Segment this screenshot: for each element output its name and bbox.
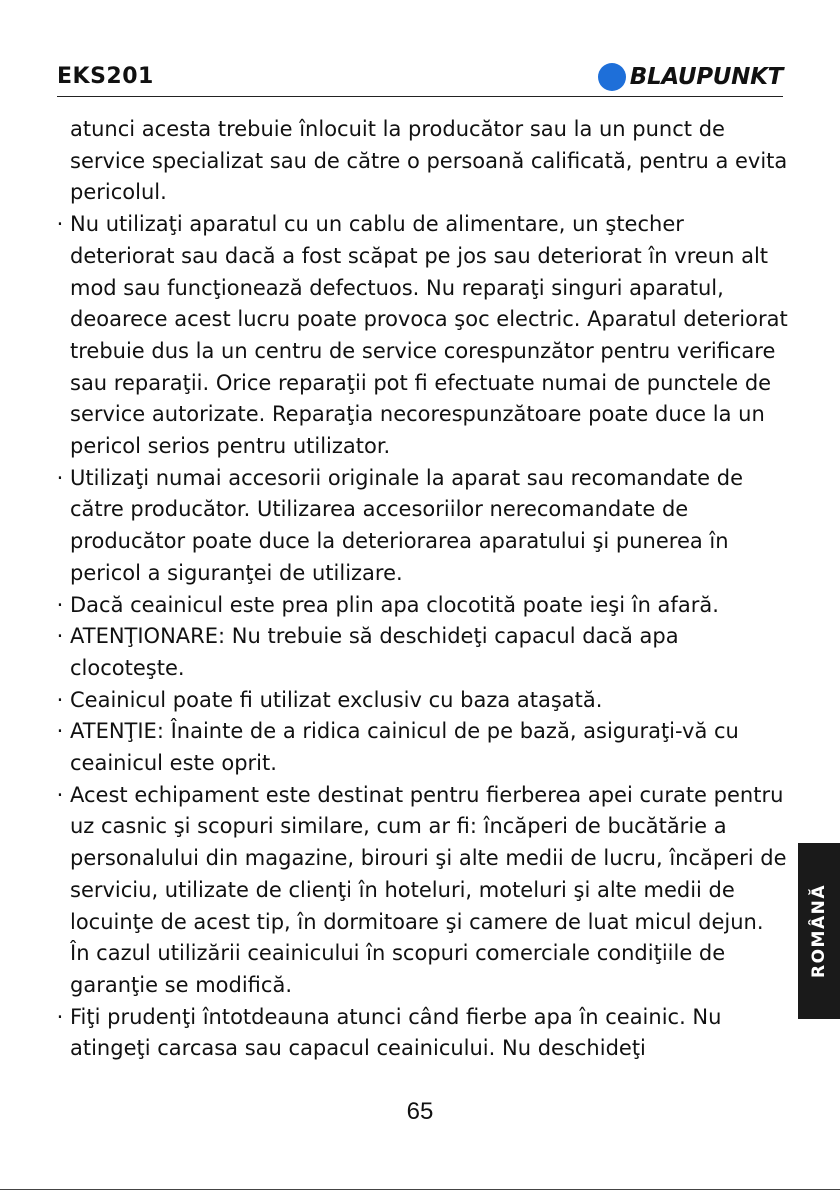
page-number: 65	[406, 1098, 434, 1125]
footer-divider	[0, 1189, 840, 1190]
list-item	[58, 590, 788, 622]
bullet-icon: ·	[56, 212, 64, 237]
language-tab-label: ROMÂNĂ	[809, 884, 829, 978]
list-item	[58, 1002, 788, 1065]
intro-paragraph: atunci acesta trebuie înlocuit la producător sau la un punct de service specializat sau de către o persoană calificată, pentru a evita pericolul.	[70, 117, 788, 205]
list-item-text: ATENŢIE: Înainte de a ridica cainicul de pe bază, asiguraţi-vă cu ceainicul este oprit.	[70, 719, 739, 776]
list-item-text: ATENŢIONARE: Nu trebuie să deschideţi capacul dacă apa clocoteşte.	[70, 624, 679, 680]
bullet-icon: ·	[56, 592, 64, 617]
list-item-text: Dacă ceainicul este prea plin apa clocotită poate ieşi în afară.	[70, 592, 719, 617]
bullet-icon: ·	[56, 782, 64, 807]
list-item-text: Fiţi prudenţi întotdeauna atunci când fierbe apa în ceainic. Nu atingeţi carcasa sau capacul ceainicului. Nu deschideţi	[70, 1004, 722, 1061]
list-item	[58, 716, 788, 779]
page-content	[58, 114, 788, 1065]
list-item	[58, 209, 788, 463]
bullet-icon: ·	[56, 687, 64, 712]
list-item-text: Acest echipament este destinat pentru fierberea apei curate pentru uz casnic şi scopuri similare, cum ar fi: încăperi de bucătărie a personalului din magazine, birouri şi alte medii de lucru, încăperi de serviciu, utilizate de clienţi în hoteluri, moteluri şi alte medii de locuinţe de acest tip, în dormitoare şi camere de luat micul dejun. În cazul utilizării ceainicului în scopuri comerciale condiţiile de garanţie se modifică.	[70, 782, 787, 997]
page-header	[57, 60, 783, 96]
list-item-text: Nu utilizaţi aparatul cu un cablu de alimentare, un ştecher deteriorat sau dacă a fost scăpat pe jos sau deteriorat în vreun alt mod sau funcţionează defectuos. Nu reparaţi singuri aparatul, deoarece acest lucru poate provoca şoc electric. Aparatul deteriorat trebuie dus la un centru de service corespunzător pentru verificare sau reparaţii. Orice reparaţii pot fi efectuate numai de punctele de service autorizate. Reparaţia necorespunzătoare poate duce la un pericol serios pentru utilizator.	[70, 212, 788, 459]
list-item	[58, 621, 788, 684]
bullet-icon: ·	[56, 465, 64, 490]
brand-logo	[598, 63, 783, 91]
list-item-text: Utilizaţi numai accesorii originale la aparat sau recomandate de către producător. Utilizarea accesoriilor nerecomandate de producător poate duce la deteriorarea aparatului şi punerea în pericol a siguranţei de utilizare.	[70, 465, 743, 585]
list-item	[58, 463, 788, 590]
brand-dot-icon	[598, 63, 626, 91]
bullet-icon: ·	[56, 1004, 64, 1029]
list-item	[58, 685, 788, 717]
model-number: EKS201	[57, 64, 154, 89]
header-divider	[57, 96, 783, 97]
list-item-text: Ceainicul poate fi utilizat exclusiv cu baza ataşată.	[70, 687, 603, 712]
list-item	[58, 780, 788, 1002]
brand-name: BLAUPUNKT	[629, 64, 783, 90]
language-tab	[798, 843, 840, 1019]
bullet-icon: ·	[56, 719, 64, 744]
bullet-icon: ·	[56, 624, 64, 649]
